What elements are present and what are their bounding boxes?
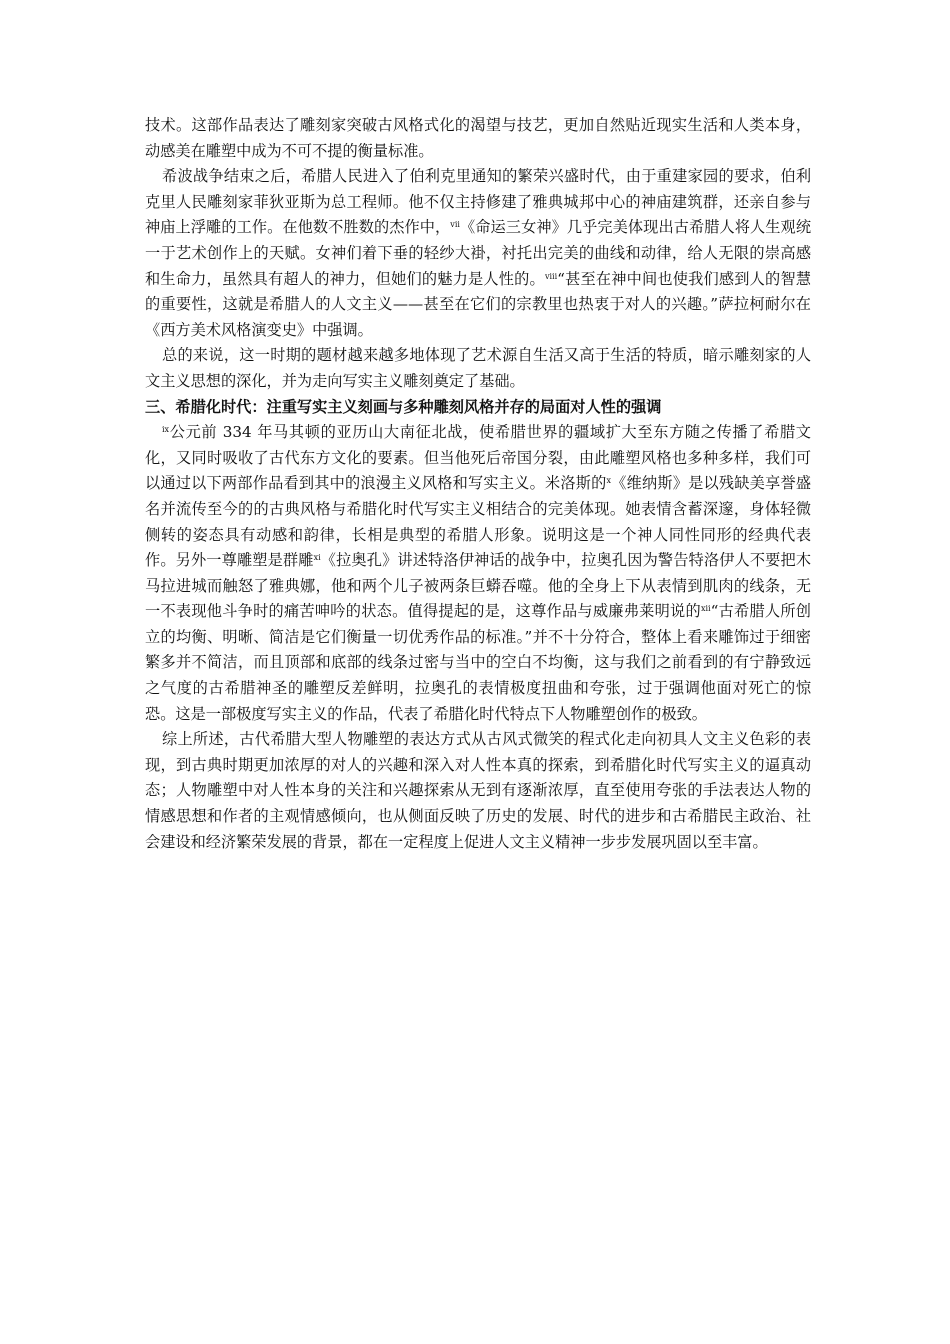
text-run: 公元前 334 年马其顿的亚历山大南征北战，使希腊世界的疆域扩大至东方随之传播了希腊文化，又同时吸收了古代东方文化的要素。但当他死后帝国分裂，由此雕塑风格也多种多样，我们可以通过以下两部作品看到其中的浪漫主义风格和写实主义。米洛斯的	[145, 423, 811, 493]
text-run: 《拉奥孔》讲述特洛伊神话的战争中，拉奥孔因为警告特洛伊人不要把木马拉进城而触怒了雅典娜，他和两个儿子被两条巨蟒吞噬。他的全身上下从表情到肌肉的线条，无一不表现他斗争时的痛苦呻吟的状态。值得提起的是，这尊作品与威廉弗莱明说的	[145, 551, 812, 621]
footnote-marker: vii	[450, 220, 460, 230]
body-paragraph	[145, 727, 811, 855]
footnote-marker: x	[606, 476, 612, 486]
body-paragraph	[145, 164, 811, 343]
text-run: 三、希腊化时代：注重写实主义刻画与多种雕刻风格并存的局面对人性的强调	[145, 397, 662, 416]
text-run: “甚至在神中间也使我们感到人的智慧的重要性，这就是希腊人的人文主义——甚至在它们的宗教里也热衷于对人的兴趣。”萨拉柯耐尔在《西方美术风格演变史》中强调。	[145, 269, 812, 339]
body-paragraph	[145, 420, 811, 727]
text-run: 综上所述，古代希腊大型人物雕塑的表达方式从古风式微笑的程式化走向初具人文主义色彩的表现，到古典时期更加浓厚的对人的兴趣和深入对人性本真的探索，到希腊化时代写实主义的逼真动态；人物雕塑中对人性本身的关注和兴趣探索从无到有逐渐浓厚，直至使用夸张的手法表达人物的情感思想和作者的主观情感倾向，也从侧面反映了历史的发展、时代的进步和古希腊民主政治、社会建设和经济繁荣发展的背景，都在一定程度上促进人文主义精神一步步发展巩固以至丰富。	[145, 730, 811, 851]
text-run: 《维纳斯》是以残缺美享誉盛名并流传至今的的古典风格与希腊化时代写实主义相结合的完美体现。她表情含蓄深邃，身体轻微侧转的姿态具有动感和韵律，长相是典型的希腊人形象。说明这是一个神人同性同形的经典代表作。另外一尊雕塑是群雕	[145, 474, 812, 570]
document-body	[145, 113, 811, 855]
text-run: 总的来说，这一时期的题材越来越多地体现了艺术源自生活又高于生活的特质，暗示雕刻家的人文主义思想的深化，并为走向写实主义雕刻奠定了基础。	[145, 346, 811, 390]
text-run: 希波战争结束之后，希腊人民进入了伯利克里通知的繁荣兴盛时代，由于重建家园的要求，伯利克里人民雕刻家菲狄亚斯为总工程师。他不仅主持修建了雅典城邦中心的神庙建筑群，还亲自参与神庙上浮雕的工作。在他数不胜数的杰作中，	[145, 167, 811, 237]
footnote-marker: ix	[162, 425, 170, 435]
body-paragraph	[145, 113, 811, 164]
text-run: 技术。这部作品表达了雕刻家突破古风格式化的渴望与技艺，更加自然贴近现实生活和人类本身，动感美在雕塑中成为不可不提的衡量标准。	[145, 116, 811, 160]
text-run: 《命运三女神》几乎完美体现出古希腊人将人生观统一于艺术创作上的天赋。女神们着下垂的轻纱大褂，衬托出完美的曲线和动律，给人无限的崇高感和生命力，虽然具有超人的神力，但她们的魅力是人性的。	[145, 218, 812, 288]
section-heading	[145, 395, 811, 421]
footnote-marker: xii	[700, 604, 711, 614]
body-paragraph	[145, 343, 811, 394]
text-run: “古希腊人所创立的均衡、明晰、简洁是它们衡量一切优秀作品的标准。”并不十分符合，整体上看来雕饰过于细密繁多并不简洁，而且顶部和底部的线条过密与当中的空白不均衡，这与我们之前看到的有宁静致远之气度的古希腊神圣的雕塑反差鲜明，拉奥孔的表情极度扭曲和夸张，过于强调他面对死亡的惊恐。这是一部极度写实主义的作品，代表了希腊化时代特点下人物雕塑创作的极致。	[145, 602, 811, 723]
footnote-marker: xi	[313, 553, 321, 563]
footnote-marker: viii	[544, 271, 558, 281]
